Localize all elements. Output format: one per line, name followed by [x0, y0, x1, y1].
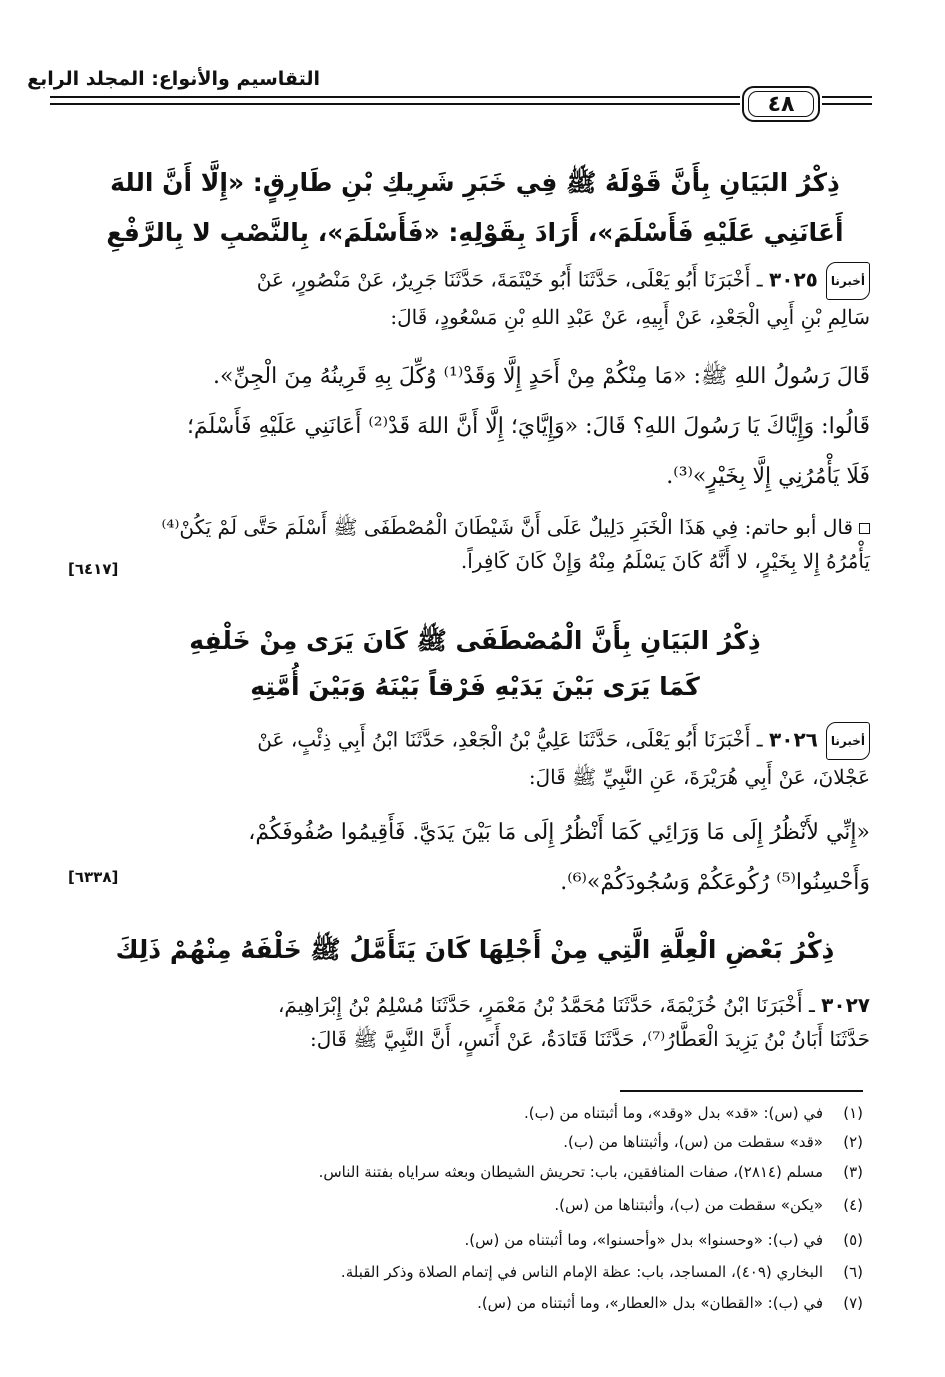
matn-line: قَالَ رَسُولُ اللهِ ﷺ: «مَا مِنْكُمْ مِنْ أَحَدٍ إِلَّا وَقَدْ⁽¹⁾ وُكِّلَ بِهِ قَرِينُهُ مِنَ الْجِنِّ». [213, 364, 870, 389]
heading-line: ذِكْرُ البَيَانِ بِأَنَّ قَوْلَهُ ﷺ فِي خَبَرِ شَرِيكِ بْنِ طَارِقٍ: «إِلَّا أَنَّ اللهَ [110, 168, 840, 197]
page-number: ٤٨ [748, 91, 814, 117]
reference-number: [٦٣٣٨] [68, 868, 119, 886]
heading-line: أَعَانَنِي عَلَيْهِ فَأَسْلَمَ»، أَرَادَ بِقَوْلِهِ: «فَأَسْلَمَ»، بِالنَّصْبِ لا بِالرَّفْعِ [106, 218, 844, 247]
hadith-number: ٣٠٢٥ [769, 267, 818, 292]
footnote-divider [620, 1090, 863, 1092]
footnote-3: (٣)مسلم (٢٨١٤)، صفات المنافقين، باب: تحريش الشيطان وبعثه سراياه بفتنة الناس. [318, 1163, 863, 1181]
comment-line: يَأْمُرُهُ إِلا بِخَيْرٍ، لا أَنَّهُ كَانَ يَسْلَمُ مِنْهُ وَإِنْ كَانَ كَافِراً. [460, 549, 870, 573]
footnote-2: (٢)«قد» سقطت من (س)، وأثبتناها من (ب). [563, 1133, 863, 1151]
footnote-1: (١)في (س): «قد» بدل «وقد»، وما أثبتناه من (ب). [524, 1104, 863, 1122]
isnad-text: ـ أَخْبَرَنَا أَبُو يَعْلَى، حَدَّثَنَا أَبُو خَيْثَمَةَ، حَدَّثَنَا جَرِيرٌ، عَنْ مَنْصُورٍ، عَنْ [256, 267, 763, 292]
isnad-line: عَجْلانَ، عَنْ أَبِي هُرَيْرَةَ، عَنِ النَّبِيِّ ﷺ قَالَ: [528, 765, 870, 789]
square-bullet-icon [859, 523, 870, 534]
header-rule-left-top [50, 96, 740, 98]
isnad-line [70, 262, 870, 300]
hadith-3027-isnad [70, 988, 870, 1056]
isnad-line [70, 988, 870, 1022]
matn-line: وَأَحْسِنُوا⁽⁵⁾ رُكُوعَكُمْ وَسُجُودَكُمْ»⁽⁶⁾. [560, 870, 870, 895]
hadith-3025-isnad [70, 262, 870, 334]
hadith-3026-matn [70, 808, 870, 908]
isnad-line: سَالِمِ بْنِ أَبِي الْجَعْدِ، عَنْ أَبِيهِ، عَنْ عَبْدِ اللهِ بْنِ مَسْعُودٍ، قَالَ: [390, 305, 870, 329]
header-rule-right-top [822, 96, 872, 98]
hadith-3025-matn [70, 352, 870, 502]
isnad-text: ـ أَخْبَرَنَا ابْنُ خُزَيْمَةَ، حَدَّثَنَا مُحَمَّدُ بْنُ مَعْمَرٍ، حَدَّثَنَا مُسْلِمُ بْنُ إِبْرَاهِيمَ، [277, 993, 815, 1017]
footnote-6: (٦)البخاري (٤٠٩)، المساجد، باب: عظة الإمام الناس في إتمام الصلاة وذكر القبلة. [340, 1263, 863, 1281]
isnad-line [70, 722, 870, 760]
isnad-line: حَدَّثَنَا أَبَانُ بْنُ يَزِيدَ الْعَطَّارُ⁽⁷⁾، حَدَّثَنَا قَتَادَةُ، عَنْ أَنَسٍ، أَنَّ النَّبِيَّ ﷺ قَالَ: [309, 1027, 870, 1051]
section-heading-1 [80, 158, 870, 258]
footnote-5: (٥)في (ب): «وحسنوا» بدل «وأحسنوا»، وما أثبتناه من (س). [464, 1231, 863, 1249]
section-heading-3 [80, 925, 870, 975]
abu-hatim-comment [70, 510, 870, 578]
akhbarana-marker: أخبرنا [826, 262, 870, 300]
running-title: التقاسيم والأنواع: المجلد الرابع [27, 68, 320, 90]
heading-line: كَمَا يَرَى بَيْنَ يَدَيْهِ فَرْقاً بَيْنَهُ وَبَيْنَ أُمَّتِهِ [250, 672, 700, 701]
heading-line: ذِكْرُ البَيَانِ بِأَنَّ الْمُصْطَفَى ﷺ كَانَ يَرَى مِنْ خَلْفِهِ [189, 626, 761, 655]
footnote-7: (٧)في (ب): «القطان» بدل «العطار»، وما أثبتناه من (س). [477, 1294, 863, 1312]
comment-line: قال أبو حاتم: فِي هَذَا الْخَبَرِ دَلِيلٌ عَلَى أَنَّ شَيْطَانَ الْمُصْطَفَى ﷺ أَسْلَمَ حَتَّى لَمْ يَكُنْ⁽⁴⁾ [70, 510, 870, 544]
isnad-text: ـ أَخْبَرَنَا أَبُو يَعْلَى، حَدَّثَنَا عَلِيُّ بْنُ الْجَعْدِ، حَدَّثَنَا ابْنُ أَبِي ذِئْبٍ، عَنْ [257, 727, 763, 752]
heading-line: ذِكْرُ بَعْضِ الْعِلَّةِ الَّتِي مِنْ أَجْلِهَا كَانَ يَتَأَمَّلُ ﷺ خَلْفَهُ مِنْهُمْ ذَلِكَ [115, 935, 835, 964]
section-heading-2 [80, 618, 870, 710]
footnote-4: (٤)«يكن» سقطت من (ب)، وأثبتناها من (س). [554, 1196, 863, 1214]
hadith-number: ٣٠٢٦ [769, 727, 818, 752]
header-rule-right-bottom [822, 103, 872, 105]
matn-line: «إِنِّي لأَنْظُرُ إِلَى مَا وَرَائِي كَمَا أَنْظُرُ إِلَى مَا بَيْنَ يَدَيَّ. فَأَقِيمُوا صُفُوفَكُمْ، [248, 820, 870, 845]
reference-number: [٦٤١٧] [68, 560, 119, 578]
hadith-number: ٣٠٢٧ [821, 993, 870, 1017]
matn-line: قَالُوا: وَإِيَّاكَ يَا رَسُولَ اللهِ؟ قَالَ: «وَإِيَّايَ؛ إِلَّا أَنَّ اللهَ قَدْ⁽²⁾ أَعَانَنِي عَلَيْهِ فَأَسْلَمَ؛ [186, 414, 870, 439]
hadith-3026-isnad [70, 722, 870, 794]
matn-line: فَلَا يَأْمُرُنِي إِلَّا بِخَيْرٍ»⁽³⁾. [666, 464, 870, 489]
akhbarana-marker: أخبرنا [826, 722, 870, 760]
page-number-box [742, 86, 820, 122]
header-rule-left-bottom [50, 103, 740, 105]
